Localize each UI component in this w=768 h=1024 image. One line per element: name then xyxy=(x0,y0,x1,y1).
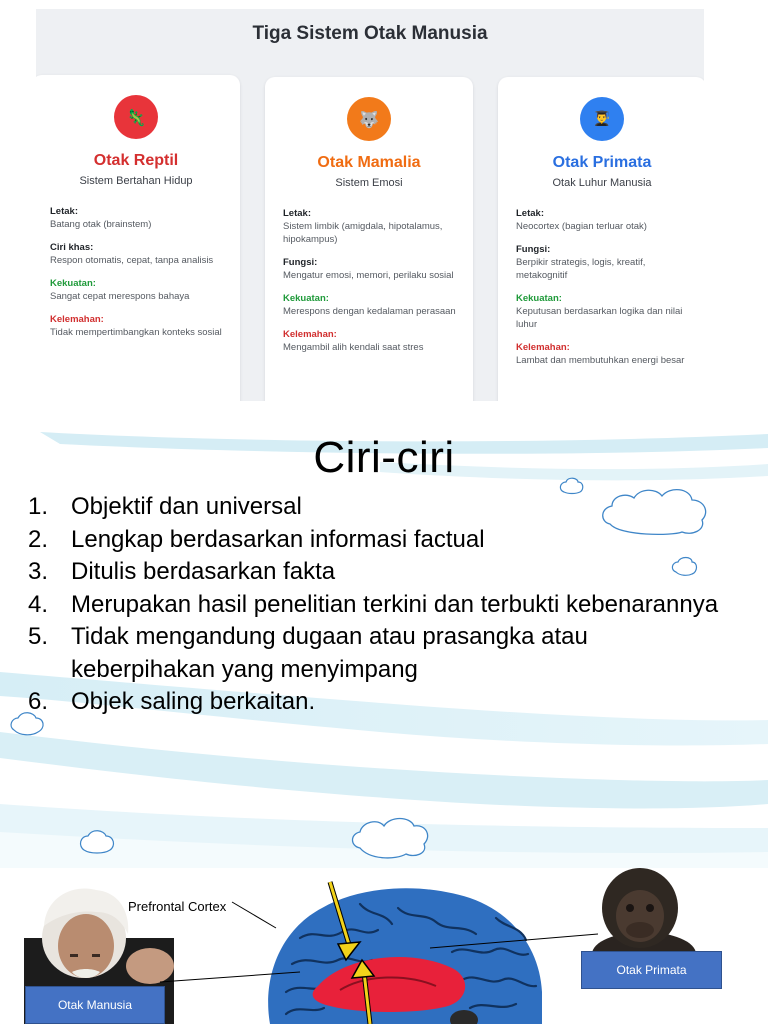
panel-title: Tiga Sistem Otak Manusia xyxy=(252,23,488,44)
brain-icon xyxy=(268,888,542,1024)
list-text: Tidak mengandung dugaan atau prasangka atau keberpihakan yang menyimpang xyxy=(71,623,588,683)
list-text: Objek saling berkaitan. xyxy=(71,688,316,715)
list-item xyxy=(28,589,728,622)
list-number: 3. xyxy=(28,558,49,585)
section-heading: Kekuatan: xyxy=(50,278,96,289)
lizard-icon: 🦎 xyxy=(114,95,158,139)
section-text: Mengambil alih kendali saat stres xyxy=(283,342,424,353)
wolf-icon: 🐺 xyxy=(347,97,391,141)
slide-title: Ciri-ciri xyxy=(313,433,455,482)
card-body xyxy=(516,207,694,377)
list-number: 2. xyxy=(28,525,49,553)
section-heading: Kekuatan: xyxy=(516,293,562,304)
section-heading: Letak: xyxy=(50,206,78,217)
brain-systems-panel xyxy=(36,9,704,401)
section-text: Keputusan berdasarkan logika dan nilai luhur xyxy=(516,306,683,330)
card-body xyxy=(50,205,228,349)
label-otak-primata: Otak Primata xyxy=(581,951,722,989)
slide-ciri-ciri xyxy=(0,432,768,868)
list-number: 4. xyxy=(28,590,49,618)
list-item xyxy=(28,686,728,719)
card-subtitle: Sistem Bertahan Hidup xyxy=(79,175,193,187)
criteria-list xyxy=(28,491,728,719)
list-item xyxy=(28,524,728,557)
section-heading: Kelemahan: xyxy=(283,329,337,340)
list-item xyxy=(28,491,728,524)
card-title: Otak Reptil xyxy=(93,152,179,169)
card-reptile-brain xyxy=(36,75,240,401)
brain-diagram xyxy=(0,868,768,1024)
list-item xyxy=(28,621,728,686)
section-text: Sistem limbik (amigdala, hipotalamus, hipokampus) xyxy=(283,221,443,245)
section-text: Respon otomatis, cepat, tanpa analisis xyxy=(50,255,214,266)
section-heading: Kelemahan: xyxy=(50,314,104,325)
list-item xyxy=(28,556,728,589)
card-title: Otak Primata xyxy=(552,154,652,171)
section-text: Batang otak (brainstem) xyxy=(50,219,152,230)
prefrontal-cortex-label: Prefrontal Cortex xyxy=(128,899,227,914)
section-text: Sangat cepat merespons bahaya xyxy=(50,291,190,302)
section-text: Berpikir strategis, logis, kreatif, metakognitif xyxy=(516,257,646,281)
card-subtitle: Sistem Emosi xyxy=(335,177,403,189)
card-body xyxy=(283,207,461,364)
section-text: Lambat dan membutuhkan energi besar xyxy=(516,355,685,366)
scholar-icon: 👨‍🎓 xyxy=(580,97,624,141)
connector-line xyxy=(232,902,276,928)
card-title: Otak Mamalia xyxy=(317,154,421,171)
section-heading: Kelemahan: xyxy=(516,342,570,353)
section-text: Merespons dengan kedalaman perasaan xyxy=(283,306,456,317)
section-heading: Kekuatan: xyxy=(283,293,329,304)
card-mammal-brain xyxy=(265,77,473,401)
card-primate-brain xyxy=(498,77,704,401)
section-heading: Ciri khas: xyxy=(50,242,94,253)
section-text: Mengatur emosi, memori, perilaku sosial xyxy=(283,270,454,281)
list-text: Objektif dan universal xyxy=(71,493,302,520)
list-text: Lengkap berdasarkan informasi factual xyxy=(71,525,485,553)
section-text: Tidak mempertimbangkan konteks sosial xyxy=(50,327,222,338)
label-otak-manusia: Otak Manusia xyxy=(25,986,165,1024)
section-heading: Fungsi: xyxy=(516,244,551,255)
section-heading: Letak: xyxy=(283,208,311,219)
list-text: Merupakan hasil penelitian terkini dan terbukti kebenarannya xyxy=(71,590,719,618)
list-number: 5. xyxy=(28,623,49,650)
list-number: 6. xyxy=(28,688,49,715)
section-heading: Fungsi: xyxy=(283,257,318,268)
list-text: Ditulis berdasarkan fakta xyxy=(71,558,336,585)
card-subtitle: Otak Luhur Manusia xyxy=(552,177,652,189)
list-number: 1. xyxy=(28,493,49,520)
section-text: Neocortex (bagian terluar otak) xyxy=(516,221,647,232)
section-heading: Letak: xyxy=(516,208,544,219)
